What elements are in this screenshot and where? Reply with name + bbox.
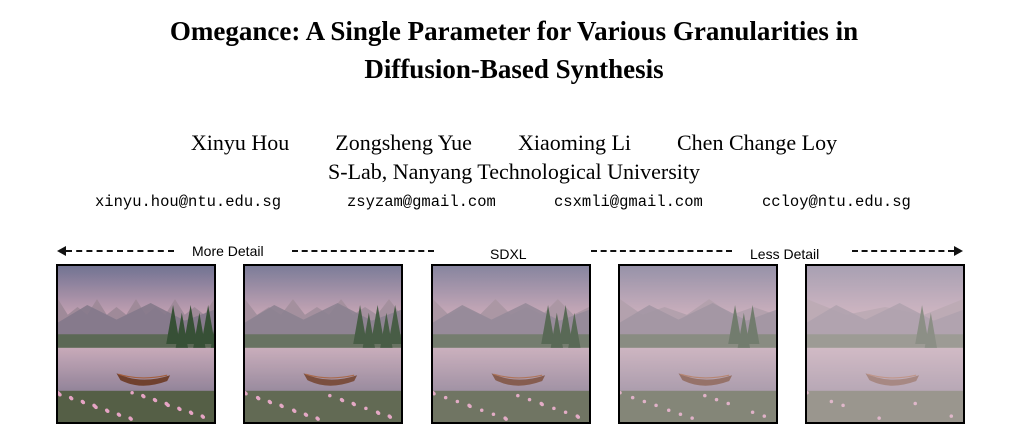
right-arrowhead-icon: [954, 246, 963, 256]
less-detail-label: Less Detail: [750, 246, 820, 262]
panel-less-detail-mild: [618, 264, 778, 424]
landscape-illustration: [58, 266, 214, 422]
author-1: Xinyu Hou: [190, 130, 290, 155]
panel-sdxl: [431, 264, 591, 424]
panel-more-detail-strong: [56, 264, 216, 424]
email-4: ccloy@ntu.edu.sg: [762, 193, 911, 211]
affiliation: S-Lab, Nanyang Technological University: [328, 159, 700, 184]
landscape-illustration: [807, 266, 963, 422]
landscape-illustration: [245, 266, 401, 422]
email-1: xinyu.hou@ntu.edu.sg: [95, 193, 282, 211]
left-arrowhead-icon: [57, 246, 66, 256]
landscape-illustration: [620, 266, 776, 422]
dashed-line-less: [591, 250, 732, 252]
author-3: Xiaoming Li: [517, 130, 631, 155]
author-2: Zongsheng Yue: [335, 130, 472, 155]
email-3: csxmli@gmail.com: [554, 193, 703, 211]
panel-more-detail-mild: [243, 264, 403, 424]
more-detail-label: More Detail: [192, 243, 264, 259]
title-line-1: Omegance: A Single Parameter for Various Granularities in: [169, 16, 859, 46]
title-line-2: Diffusion-Based Synthesis: [364, 54, 664, 84]
panel-less-detail-strong: [805, 264, 965, 424]
dashed-line-less-2: [852, 250, 954, 252]
landscape-illustration: [433, 266, 589, 422]
paper-title: [0, 12, 1028, 88]
author-4: Chen Change Loy: [677, 130, 838, 155]
dashed-line-more-2: [292, 250, 434, 252]
sdxl-label: SDXL: [490, 246, 527, 262]
email-2: zsyzam@gmail.com: [347, 193, 496, 211]
author-list: [0, 128, 1028, 158]
dashed-line-more: [66, 250, 174, 252]
